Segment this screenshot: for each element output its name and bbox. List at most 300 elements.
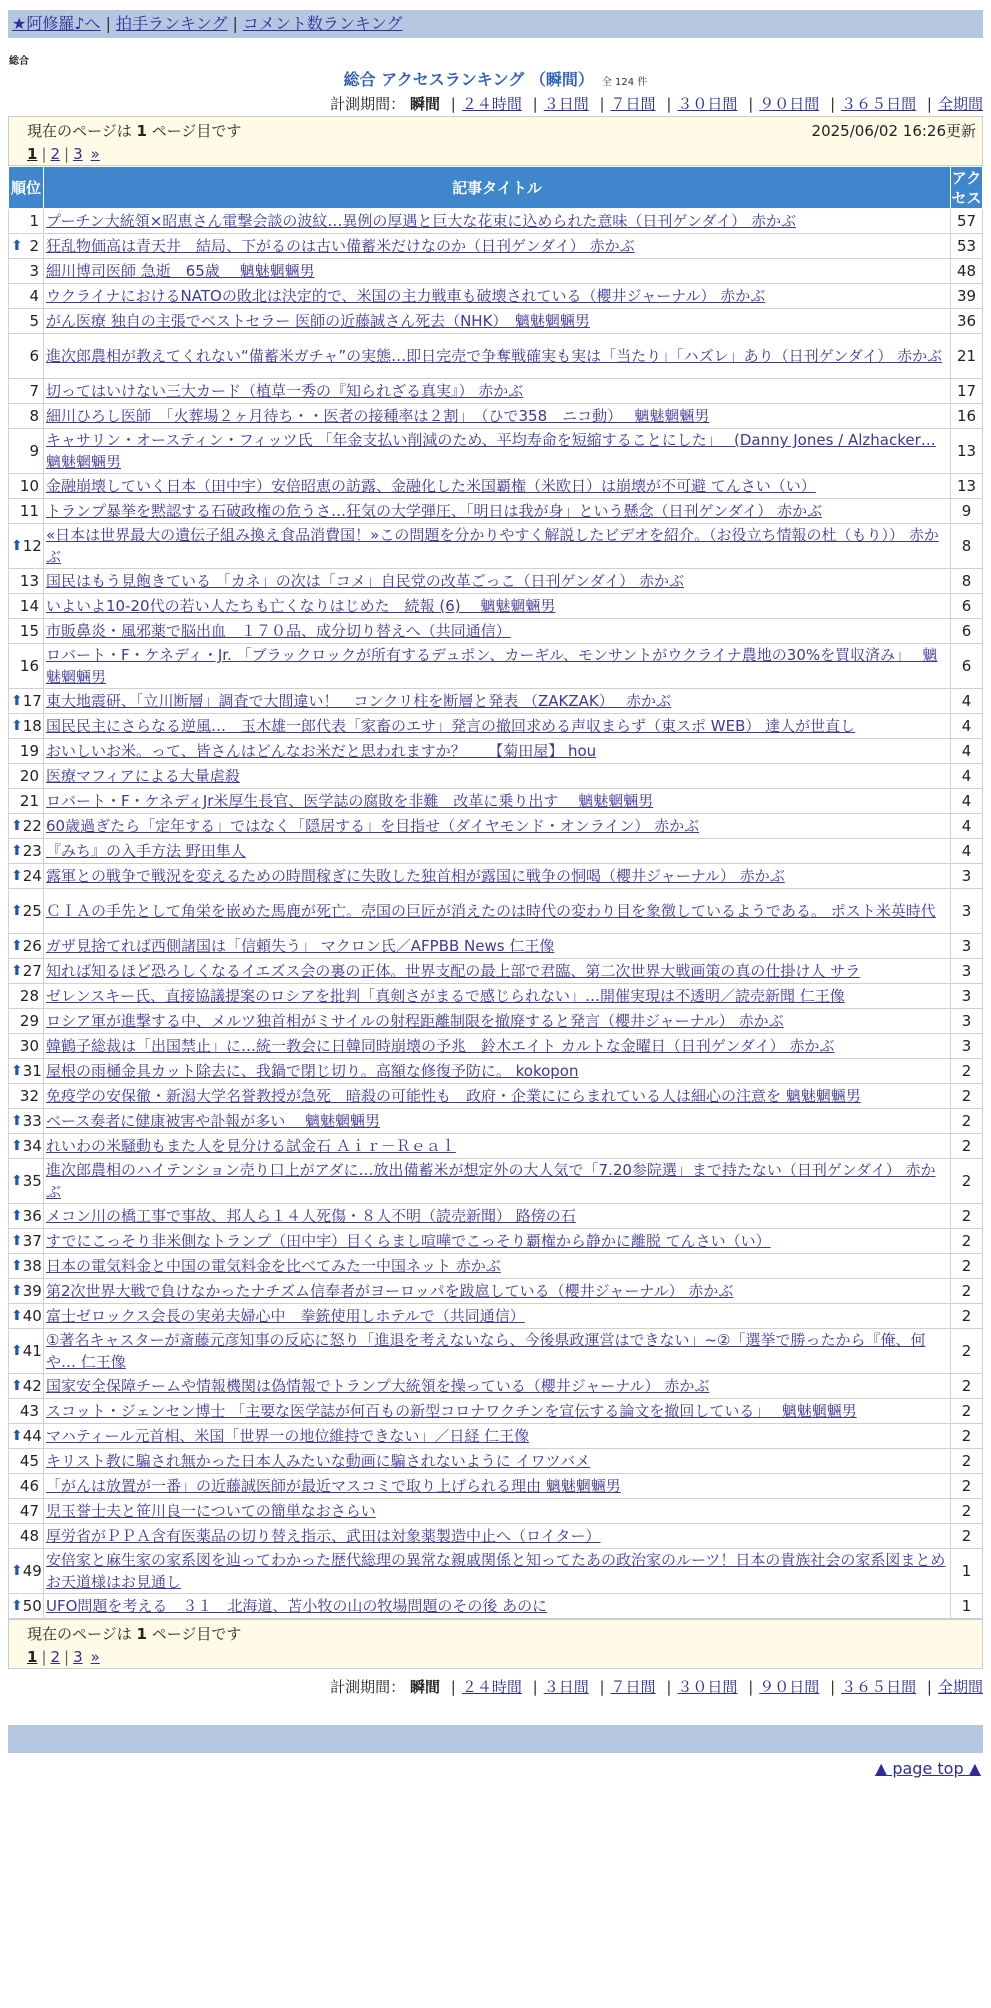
article-link[interactable]: 国民民主にさらなる逆風… 玉木雄一郎代表「家畜のエサ」発言の撤回求める声収まらず（東スポ WEB） 達人が世直し xyxy=(46,717,856,735)
table-row xyxy=(9,1424,983,1449)
ranking-body xyxy=(9,209,983,1619)
period-selector-bottom: 計測期間： 瞬間 | ２４時間 | ３日間 | ７日間 | ３０日間 | ９０日間 | ３６５日間 | 全期間 xyxy=(330,1678,983,1696)
table-row xyxy=(9,864,983,889)
rank-cell xyxy=(9,334,44,379)
rank-number: 37 xyxy=(22,1232,42,1250)
title-cell xyxy=(44,1399,951,1424)
table-row xyxy=(9,619,983,644)
period-all-bottom[interactable]: 全期間 xyxy=(937,1678,983,1696)
rank-cell xyxy=(9,1399,44,1424)
rank-cell xyxy=(9,594,44,619)
title-cell xyxy=(44,309,951,334)
rank-number: 45 xyxy=(19,1452,39,1470)
access-count: 2 xyxy=(951,1109,983,1134)
title-cell xyxy=(44,789,951,814)
title-cell xyxy=(44,1524,951,1549)
rank-cell xyxy=(9,619,44,644)
rank-number: 8 xyxy=(29,407,39,425)
rank-number: 13 xyxy=(19,572,39,590)
table-row xyxy=(9,1084,983,1109)
article-link[interactable]: 医療マフィアによる大量虐殺 xyxy=(46,767,240,785)
article-link[interactable]: 屋根の雨樋金具カット除去に、我鍋で閉じ切り。高額な修復予防に。 kokopon xyxy=(46,1062,579,1080)
rank-cell xyxy=(9,1279,44,1304)
rank-number: 5 xyxy=(29,312,39,330)
rank-up-arrow-icon: ⬆ xyxy=(11,1063,23,1079)
access-count: 1 xyxy=(951,1594,983,1619)
rank-up-arrow-icon: ⬆ xyxy=(11,1173,23,1189)
rank-up-arrow-icon: ⬆ xyxy=(11,843,23,859)
article-link[interactable]: ロバート・F・ケネディJr米厚生長官、医学誌の腐敗を非難 改革に乗り出す 魑魅魍魎男 xyxy=(46,792,654,810)
article-link[interactable]: 進次郎農相のハイテンション売り口上がアダに…放出備蓄米が想定外の大人気で「7.20参院選」まで持たない（日刊ゲンダイ） 赤かぶ xyxy=(46,1161,936,1201)
access-count: 2 xyxy=(951,1374,983,1399)
article-link[interactable]: マハティール元首相、米国「世界一の地位維持できない」／日経 仁王像 xyxy=(46,1427,530,1445)
table-row xyxy=(9,889,983,934)
access-count: 2 xyxy=(951,1329,983,1374)
rank-cell xyxy=(9,714,44,739)
rank-number: 22 xyxy=(22,817,42,835)
rank-cell xyxy=(9,959,44,984)
access-count: 8 xyxy=(951,524,983,569)
article-link[interactable]: 細川ひろし医師 「火葬場２ヶ月待ち・・医者の接種率は２割」 （ひで358 ニコ動） 魑魅魍魎男 xyxy=(46,407,710,425)
period-3d[interactable]: ３日間 xyxy=(543,95,589,113)
article-link[interactable]: キャサリン・オースティン・フィッツ氏 「年金支払い削減のため、平均寿命を短縮することにした」 (Danny Jones / Alzhacker… 魑魅魍魎男 xyxy=(46,431,936,471)
updated-time: 2025/06/02 16:26更新 xyxy=(811,122,976,140)
rank-number: 11 xyxy=(19,502,39,520)
article-link[interactable]: ＣＩＡの手先として角栄を嵌めた馬鹿が死亡。売国の巨匠が消えたのは時代の変わり目を象徴しているようである。 ポスト米英時代 xyxy=(46,902,936,920)
table-row xyxy=(9,1524,983,1549)
title-cell xyxy=(44,1084,951,1109)
period-24h[interactable]: ２４時間 xyxy=(461,95,522,113)
access-count: 39 xyxy=(951,284,983,309)
title-cell xyxy=(44,1229,951,1254)
period-selector-top: 計測期間： 瞬間 | ２４時間 | ３日間 | ７日間 | ３０日間 | ９０日間 | ３６５日間 | 全期間 xyxy=(330,95,983,113)
rank-cell xyxy=(9,1594,44,1619)
next-page-link-bottom[interactable]: » xyxy=(90,1648,100,1666)
col-title-header: 記事タイトル xyxy=(44,167,951,209)
title-cell xyxy=(44,1109,951,1134)
table-row xyxy=(9,379,983,404)
rank-cell xyxy=(9,1009,44,1034)
access-count: 6 xyxy=(951,594,983,619)
access-count: 3 xyxy=(951,984,983,1009)
access-count: 4 xyxy=(951,714,983,739)
article-link[interactable]: ロシア軍が進撃する中、メルツ独首相がミサイルの射程距離制限を撤廃すると発言（櫻井ジャーナル） 赤かぶ xyxy=(46,1012,784,1030)
article-link[interactable]: ベース奏者に健康被害や訃報が多い 魑魅魍魎男 xyxy=(46,1112,381,1130)
access-count: 2 xyxy=(951,1424,983,1449)
access-count: 2 xyxy=(951,1449,983,1474)
table-row xyxy=(9,1134,983,1159)
period-30d[interactable]: ３０日間 xyxy=(677,95,738,113)
page-title: 総合 アクセスランキング （瞬間） xyxy=(343,70,594,89)
table-row xyxy=(9,404,983,429)
rank-cell xyxy=(9,209,44,234)
access-count: 6 xyxy=(951,619,983,644)
article-link[interactable]: いよいよ10-20代の若い人たちも亡くなりはじめた 続報 (6) 魑魅魍魎男 xyxy=(46,597,556,615)
access-count: 2 xyxy=(951,1204,983,1229)
rank-cell xyxy=(9,764,44,789)
title-cell xyxy=(44,524,951,569)
article-link[interactable]: すでにこっそり非米側なトランプ（田中宇）目くらまし喧嘩でこっそり覇権から静かに離脱 てんさい（い） xyxy=(46,1232,771,1250)
total-count: 全 124 件 xyxy=(601,77,648,88)
access-count: 4 xyxy=(951,739,983,764)
rank-cell xyxy=(9,689,44,714)
access-count: 2 xyxy=(951,1279,983,1304)
page-title-row xyxy=(0,68,991,92)
title-cell xyxy=(44,864,951,889)
applause-ranking-link[interactable]: 拍手ランキング xyxy=(115,14,228,33)
table-row xyxy=(9,1034,983,1059)
period-current: 瞬間 xyxy=(409,95,440,113)
rank-number: 23 xyxy=(22,842,42,860)
period-90d-bottom[interactable]: ９０日間 xyxy=(759,1678,820,1696)
article-link[interactable]: 第2次世界大戦で負けなかったナチズム信奉者がヨーロッパを跋扈している（櫻井ジャーナル） 赤かぶ xyxy=(46,1282,734,1300)
rank-number: 34 xyxy=(22,1137,42,1155)
table-row xyxy=(9,1374,983,1399)
access-count: 2 xyxy=(951,1499,983,1524)
article-link[interactable]: トランプ暴挙を黙認する石破政権の危うさ…狂気の大学弾圧、「明日は我が身」という懸念（日刊ゲンダイ） 赤かぶ xyxy=(46,502,823,520)
article-link[interactable]: 知れば知るほど恐ろしくなるイエズス会の裏の正体。世界支配の最上部で君臨、第二次世界大戦画策の真の仕掛け人 サラ xyxy=(46,962,861,980)
article-link[interactable]: 厚労省がＰＰＡ含有医薬品の切り替え指示、武田は対象薬製造中止へ（ロイター） xyxy=(46,1527,601,1545)
rank-number: 17 xyxy=(22,692,42,710)
article-link[interactable]: ロバート・F・ケネディ・Jr. 「ブラックロックが所有するデュポン、カーギル、モンサントがウクライナ農地の30%を買収済み」 魑魅魍魎男 xyxy=(46,646,938,686)
access-count: 2 xyxy=(951,1304,983,1329)
rank-cell xyxy=(9,474,44,499)
access-count: 2 xyxy=(951,1159,983,1204)
rank-number: 41 xyxy=(22,1342,42,1360)
access-count: 2 xyxy=(951,1084,983,1109)
table-row xyxy=(9,714,983,739)
rank-number: 47 xyxy=(19,1502,39,1520)
rank-cell xyxy=(9,1549,44,1594)
rank-up-arrow-icon: ⬆ xyxy=(11,693,23,709)
rank-up-arrow-icon: ⬆ xyxy=(11,1283,23,1299)
page-3-link-bottom[interactable]: 3 xyxy=(73,1648,83,1666)
rank-cell xyxy=(9,284,44,309)
title-cell xyxy=(44,1449,951,1474)
rank-cell xyxy=(9,1329,44,1374)
rank-number: 3 xyxy=(29,262,39,280)
period-365d-bottom[interactable]: ３６５日間 xyxy=(841,1678,917,1696)
table-row xyxy=(9,1399,983,1424)
title-cell xyxy=(44,499,951,524)
rank-cell xyxy=(9,889,44,934)
col-rank-header: 順位 xyxy=(9,167,44,209)
article-link[interactable]: 東大地震研、「立川断層」調査で大間違い！ コンクリ柱を断層と発表 （ZAKZAK） 赤かぶ xyxy=(46,692,671,710)
page-3-link[interactable]: 3 xyxy=(73,145,83,163)
access-count: 57 xyxy=(951,209,983,234)
title-cell xyxy=(44,1304,951,1329)
table-row xyxy=(9,429,983,474)
period-90d[interactable]: ９０日間 xyxy=(759,95,820,113)
rank-cell xyxy=(9,1474,44,1499)
article-link[interactable]: メコン川の橋工事で事故、邦人ら１４人死傷・８人不明（読売新聞） 路傍の石 xyxy=(46,1207,576,1225)
rank-number: 15 xyxy=(19,622,39,640)
rank-number: 35 xyxy=(22,1172,42,1190)
article-link[interactable]: 韓鶴子総裁は「出国禁止」に…統一教会に日韓同時崩壊の予兆 鈴木エイト カルトな金曜日（日刊ゲンダイ） 赤かぶ xyxy=(46,1037,835,1055)
rank-number: 44 xyxy=(22,1427,42,1445)
rank-cell xyxy=(9,789,44,814)
title-cell xyxy=(44,1034,951,1059)
title-cell xyxy=(44,714,951,739)
rank-number: 12 xyxy=(22,537,42,555)
table-row xyxy=(9,499,983,524)
title-cell xyxy=(44,1499,951,1524)
access-count: 2 xyxy=(951,1229,983,1254)
rank-up-arrow-icon: ⬆ xyxy=(11,1208,23,1224)
access-count: 9 xyxy=(951,499,983,524)
rank-cell xyxy=(9,1109,44,1134)
table-row xyxy=(9,284,983,309)
rank-up-arrow-icon: ⬆ xyxy=(11,1258,23,1274)
article-link[interactable]: 進次郎農相が教えてくれない“備蓄米ガチャ”の実態…即日完売で争奪戦確実も実は「当たり」「ハズレ」あり（日刊ゲンダイ） 赤かぶ xyxy=(46,347,943,365)
title-cell xyxy=(44,234,951,259)
table-row xyxy=(9,1449,983,1474)
access-count: 2 xyxy=(951,1399,983,1424)
period-all[interactable]: 全期間 xyxy=(937,95,983,113)
access-count: 3 xyxy=(951,959,983,984)
rank-up-arrow-icon: ⬆ xyxy=(11,903,23,919)
access-count: 4 xyxy=(951,764,983,789)
rank-up-arrow-icon: ⬆ xyxy=(11,1343,23,1359)
access-count: 53 xyxy=(951,234,983,259)
rank-cell xyxy=(9,739,44,764)
title-cell xyxy=(44,1374,951,1399)
table-row xyxy=(9,1229,983,1254)
rank-cell xyxy=(9,839,44,864)
article-link[interactable]: ①著名キャスターが斎藤元彦知事の反応に怒り「進退を考えないなら、今後県政運営はできない」~②「選挙で勝ったから『俺、何や… 仁王像 xyxy=(46,1331,926,1371)
rank-up-arrow-icon: ⬆ xyxy=(11,938,23,954)
rank-number: 21 xyxy=(19,792,39,810)
ranking-table xyxy=(8,166,983,1619)
title-cell xyxy=(44,644,951,689)
table-row xyxy=(9,209,983,234)
rank-cell xyxy=(9,1524,44,1549)
article-link[interactable]: 安倍家と麻生家の家系図を辿ってわかった歴代総理の異常な親戚関係と知ってたあの政治家のルーツ！日本の貴族社会の家系図まとめ お天道様はお見通し xyxy=(46,1551,946,1591)
rank-up-arrow-icon: ⬆ xyxy=(11,868,23,884)
title-cell xyxy=(44,1279,951,1304)
rank-cell xyxy=(9,1499,44,1524)
article-link[interactable]: おいしいお米。って、皆さんはどんなお米だと思われますか？ 【菊田屋】 hou xyxy=(46,742,597,760)
rank-cell xyxy=(9,864,44,889)
title-cell xyxy=(44,619,951,644)
article-link[interactable]: ウクライナにおけるNATOの敗北は決定的で、米国の主力戦車も破壊されている（櫻井ジャーナル） 赤かぶ xyxy=(46,287,766,305)
access-count: 8 xyxy=(951,569,983,594)
rank-number: 32 xyxy=(19,1087,39,1105)
article-link[interactable]: 児玉誉士夫と笹川良一についての簡単なおさらい xyxy=(46,1502,376,1520)
rank-cell xyxy=(9,259,44,284)
rank-number: 25 xyxy=(22,902,42,920)
rank-up-arrow-icon: ⬆ xyxy=(11,1138,23,1154)
rank-cell xyxy=(9,1424,44,1449)
title-cell xyxy=(44,404,951,429)
breadcrumb: 総合 xyxy=(9,56,29,67)
rank-cell xyxy=(9,499,44,524)
period-7d[interactable]: ７日間 xyxy=(610,95,656,113)
article-link[interactable]: キリスト教に騙され無かった日本人みたいな動画に騙されないように イワツバメ xyxy=(46,1452,591,1470)
pager-bottom: 現在のページは 1 ページ目です 1 | 2 | 3 » xyxy=(8,1619,983,1669)
access-count: 36 xyxy=(951,309,983,334)
rank-up-arrow-icon: ⬆ xyxy=(11,238,23,254)
rank-cell xyxy=(9,1229,44,1254)
title-cell xyxy=(44,284,951,309)
rank-number: 9 xyxy=(29,442,39,460)
title-cell xyxy=(44,1424,951,1449)
rank-number: 19 xyxy=(19,742,39,760)
access-count: 3 xyxy=(951,864,983,889)
title-cell xyxy=(44,259,951,284)
title-cell xyxy=(44,739,951,764)
access-count: 4 xyxy=(951,689,983,714)
table-row xyxy=(9,524,983,569)
rank-up-arrow-icon: ⬆ xyxy=(11,963,23,979)
rank-number: 42 xyxy=(22,1377,42,1395)
rank-cell xyxy=(9,814,44,839)
table-row xyxy=(9,739,983,764)
title-cell xyxy=(44,1204,951,1229)
title-cell xyxy=(44,1549,951,1594)
article-link[interactable]: がん医療 独自の主張でベストセラー 医師の近藤誠さん死去（NHK） 魑魅魍魎男 xyxy=(46,312,590,330)
title-cell xyxy=(44,1009,951,1034)
access-count: 21 xyxy=(951,334,983,379)
rank-number: 49 xyxy=(22,1562,42,1580)
article-link[interactable]: 免疫学の安保徹・新潟大学名誉教授が急死 暗殺の可能性も 政府・企業ににらまれている人は細心の注意を 魑魅魍魎男 xyxy=(46,1087,861,1105)
article-link[interactable]: «日本は世界最大の遺伝子組み換え食品消費国！»この問題を分かりやすく解説したビデオを紹介。（お役立ち情報の杜（もり）） 赤かぶ xyxy=(46,526,939,566)
article-link[interactable]: 富士ゼロックス会長の実弟夫婦心中 拳銃使用しホテルで（共同通信） xyxy=(46,1307,525,1325)
rank-number: 16 xyxy=(19,657,39,675)
title-cell xyxy=(44,984,951,1009)
rank-up-arrow-icon: ⬆ xyxy=(11,1428,23,1444)
page-2-link[interactable]: 2 xyxy=(50,145,61,163)
access-count: 4 xyxy=(951,839,983,864)
title-cell xyxy=(44,569,951,594)
comment-ranking-link[interactable]: コメント数ランキング xyxy=(242,14,403,33)
article-link[interactable]: ガザ見捨てれば西側諸国は「信頼失う」 マクロン氏／AFPBB News 仁王像 xyxy=(46,937,555,955)
nav-separator: | xyxy=(232,14,238,33)
period-365d[interactable]: ３６５日間 xyxy=(841,95,917,113)
access-count: 2 xyxy=(951,1059,983,1084)
rank-cell xyxy=(9,1034,44,1059)
article-link[interactable]: スコット・ジェンセン博士 「主要な医学誌が何百もの新型コロナワクチンを宣伝する論文を撤回している」 魑魅魍魎男 xyxy=(46,1402,857,1420)
title-cell xyxy=(44,814,951,839)
article-link[interactable]: 国家安全保障チームや情報機関は偽情報でトランプ大統領を操っている（櫻井ジャーナル） 赤かぶ xyxy=(46,1377,710,1395)
pager-top: 現在のページは 1 ページ目です 2025/06/02 16:26更新 1 | 2 | 3 » xyxy=(8,116,983,166)
article-link[interactable]: 狂乱物価高は青天井 結局、下がるのは古い備蓄米だけなのか（日刊ゲンダイ） 赤かぶ xyxy=(46,237,635,255)
article-link[interactable]: 「がんは放置が一番」の近藤誠医師が最近マスコミで取り上げられる理由 魑魅魍魎男 xyxy=(46,1477,621,1495)
article-link[interactable]: 日本の電気料金と中国の電気料金を比べてみた一中国ネット 赤かぶ xyxy=(46,1257,501,1275)
table-row xyxy=(9,644,983,689)
rank-cell xyxy=(9,1304,44,1329)
table-row xyxy=(9,814,983,839)
rank-number: 30 xyxy=(19,1037,39,1055)
period-30d-bottom[interactable]: ３０日間 xyxy=(677,1678,738,1696)
access-count: 1 xyxy=(951,1549,983,1594)
article-link[interactable]: UFO問題を考える ３１ 北海道、苫小牧の山の牧場問題のその後 あのに xyxy=(46,1597,548,1615)
article-link[interactable]: れいわの米騒動もまた人を見分ける試金石 Ａｉｒ－Ｒｅａｌ xyxy=(46,1137,456,1155)
access-count: 3 xyxy=(951,934,983,959)
rank-cell xyxy=(9,1159,44,1204)
rank-up-arrow-icon: ⬆ xyxy=(11,1563,23,1579)
rank-number: 24 xyxy=(22,867,42,885)
table-row xyxy=(9,1304,983,1329)
article-link[interactable]: 露軍との戦争で戦況を変えるための時間稼ぎに失敗した独首相が露国に戦争の恫喝（櫻井ジャーナル） 赤かぶ xyxy=(46,867,785,885)
top-nav xyxy=(8,10,983,38)
table-row xyxy=(9,984,983,1009)
table-row xyxy=(9,934,983,959)
page-top-row xyxy=(0,1759,981,1778)
title-cell xyxy=(44,594,951,619)
home-link[interactable]: ★阿修羅♪へ xyxy=(12,14,101,33)
table-row xyxy=(9,1549,983,1594)
rank-number: 50 xyxy=(22,1597,42,1615)
access-count: 2 xyxy=(951,1134,983,1159)
title-cell xyxy=(44,1329,951,1374)
rank-number: 36 xyxy=(22,1207,42,1225)
table-row xyxy=(9,309,983,334)
article-link[interactable]: ゼレンスキー氏、直接協議提案のロシアを批判「真剣さがまるで感じられない」…開催実現は不透明／読売新聞 仁王像 xyxy=(46,987,845,1005)
rank-up-arrow-icon: ⬆ xyxy=(11,1113,23,1129)
article-link[interactable]: 金融崩壊していく日本（田中宇）安倍昭恵の訪露、金融化した米国覇権（米欧日）は崩壊が不可避 てんさい（い） xyxy=(46,477,816,495)
rank-number: 48 xyxy=(19,1527,39,1545)
rank-number: 4 xyxy=(29,287,39,305)
rank-up-arrow-icon: ⬆ xyxy=(11,1598,23,1614)
rank-cell xyxy=(9,1254,44,1279)
rank-number: 10 xyxy=(19,477,39,495)
table-row xyxy=(9,1009,983,1034)
article-link[interactable]: プーチン大統領×昭恵さん電撃会談の波紋…異例の厚遇と巨大な花束に込められた意味（日刊ゲンダイ） 赤かぶ xyxy=(46,212,796,230)
title-cell xyxy=(44,889,951,934)
article-link[interactable]: 細川博司医師 急逝 65歳 魑魅魍魎男 xyxy=(46,262,315,280)
table-row xyxy=(9,1474,983,1499)
table-row xyxy=(9,1204,983,1229)
period-7d-bottom[interactable]: ７日間 xyxy=(610,1678,656,1696)
table-row xyxy=(9,839,983,864)
col-access-header: アクセス xyxy=(951,168,982,207)
period-3d-bottom[interactable]: ３日間 xyxy=(543,1678,589,1696)
article-link[interactable]: 60歳過ぎたら「定年する」ではなく「隠居する」を目指せ（ダイヤモンド・オンライン） 赤かぶ xyxy=(46,817,700,835)
access-count: 13 xyxy=(951,429,983,474)
table-row xyxy=(9,764,983,789)
access-count: 2 xyxy=(951,1474,983,1499)
access-count: 3 xyxy=(951,1009,983,1034)
rank-up-arrow-icon: ⬆ xyxy=(11,1378,23,1394)
rank-cell xyxy=(9,1084,44,1109)
rank-number: 40 xyxy=(22,1307,42,1325)
title-cell xyxy=(44,1594,951,1619)
access-count: 48 xyxy=(951,259,983,284)
title-cell xyxy=(44,1159,951,1204)
title-cell xyxy=(44,689,951,714)
article-link[interactable]: 国民はもう見飽きている 「カネ」の次は「コメ」自民党の改革ごっこ（日刊ゲンダイ） 赤かぶ xyxy=(46,572,685,590)
article-link[interactable]: 切ってはいけない三大カード（植草一秀の『知られざる真実』） 赤かぶ xyxy=(46,382,524,400)
article-link[interactable]: 市販鼻炎・風邪薬で脳出血 １７０品、成分切り替えへ（共同通信） xyxy=(46,622,511,640)
article-link[interactable]: 『みち』の入手方法 野田隼人 xyxy=(46,842,246,860)
rank-cell xyxy=(9,1374,44,1399)
page-top-link[interactable]: ▲ page top ▲ xyxy=(874,1759,981,1778)
table-row xyxy=(9,259,983,284)
title-cell xyxy=(44,209,951,234)
page-1-current-bottom: 1 xyxy=(27,1648,38,1666)
title-cell xyxy=(44,934,951,959)
period-24h-bottom[interactable]: ２４時間 xyxy=(461,1678,522,1696)
next-page-link[interactable]: » xyxy=(90,145,100,163)
table-row xyxy=(9,234,983,259)
rank-cell xyxy=(9,934,44,959)
period-label: 計測期間： xyxy=(330,95,406,113)
rank-cell xyxy=(9,404,44,429)
rank-number: 1 xyxy=(29,212,39,230)
table-row xyxy=(9,1279,983,1304)
page-2-link-bottom[interactable]: 2 xyxy=(50,1648,61,1666)
